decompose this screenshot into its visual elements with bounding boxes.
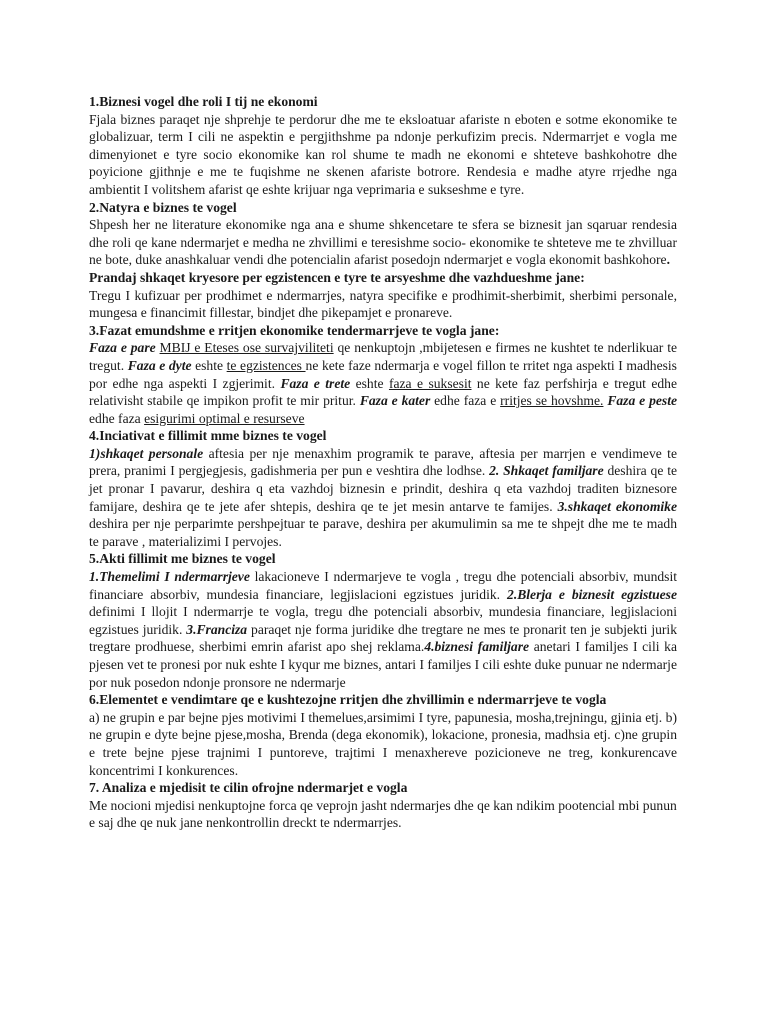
reason-2-text: deshira qe te jet pronar I pavarur, deshira q eta vazhdoj biznesin e prindit, deshira q eta vazhdoj traditen biznesore famijare, deshira qe te jete afer shtepis, deshira qe te jet mesin antarve te famijes. — [89, 463, 678, 514]
act-1-label: 1.Themelimi I ndermarrjeve — [89, 569, 250, 585]
section-2-body-2: Tregu I kufizuar per prodhimet e ndermarrjes, natyra specifike e prodhimit-sherbimit, sherbimi personale, mungesa e financimit fillestar, bindjet dhe pikepamjet e pronareve. — [89, 287, 677, 321]
act-2-text: definimi I llojit I ndermarrje te vogla, tregu dhe potenciali absorbiv, mundesia financiare, legjislacioni egzistues juridik. — [89, 604, 677, 637]
phase-4-label: Faza e kater — [359, 393, 431, 409]
phase-4-pre: edhe faza e — [430, 393, 501, 409]
phase-3-label: Faza e trete — [280, 375, 351, 391]
phase-3-term: faza e suksesit — [388, 375, 472, 391]
section-2-body-text: Shpesh her ne literature ekonomike nga ana e shume shkencetare te sfera se biznesit jan sqaruar rendesia dhe roli qe kane ndermarjet e medha ne zhvillimi e teresishme socio- ekonomike te shteteve me te zhvilluar ne bote, duke anashkaluar vendi dhe potencialin afarist posedojn ndermarjet e vogla ekonomit bashkohore — [89, 217, 677, 268]
phase-1-term: MBIJ e Eteses ose survajviliteti — [159, 340, 334, 356]
phase-2-term: te egzistences — [226, 357, 306, 373]
phase-4-term: rritjes se hovshme. — [500, 393, 604, 409]
phase-2-text: ne kete faze ndermarja e vogel fillon te rritet nga aspekti I madhesis por edhe nga aspekti I zgjerimit. — [89, 357, 677, 391]
act-3-text: paraqet nje forma juridike dhe tregtare ne mes te pronarit ten je subjekti jurik tregtare prodhuese, sherbimi emrin afarist apo shej reklama. — [89, 621, 677, 655]
phase-1-text: qe nenkuptojn ,mbijetesen e firmes ne kushtet te nderlikuar te tregut. — [89, 340, 678, 373]
section-4-heading: 4.Inciativat e fillimit mme biznes te vogel — [89, 428, 327, 444]
act-1-text: lakacioneve I ndermarjeve te vogla , tregu dhe potenciali absorbiv, mundsit financiare absorbiv, mundesia financiare, legjislacioni egzistues juridik. — [89, 569, 678, 602]
section-7-body: Me nocioni mjedisi nenkuptojne forca qe veprojn jasht ndermarjes dhe qe kan ndikim pootencial mbi punun e saj dhe qe nuk jane nenkontrollin dreckt te ndermarrjes. — [89, 797, 677, 831]
section-4-body — [89, 445, 677, 551]
act-3-label: 3.Franciza — [186, 621, 248, 637]
section-5-heading: 5.Akti fillimit me biznes te vogel — [89, 551, 276, 567]
section-7-heading: 7. Analiza e mjedisit te cilin ofrojne ndermarjet e vogla — [89, 780, 408, 796]
reason-2-label: 2. Shkaqet familjare — [489, 463, 604, 479]
section-1-body: Fjala biznes paraqet nje shprehje te perdorur dhe me te eksloatuar afariste n eboten e sotme ekonomike te globalizuar, term I cili ne aspektin e pergjithshme pa ndonje perkufizim precis. Ndermarrjet e vogla me dimenyionet e tyre socio ekonomike kan rol shume te madh ne ekonomi e shteteve bashkohotre dhe poyicione gjithnje e me te fuqishme ne skenen afariste botrore. Rendesia e madhe atyre rrjedhe nga ambientit I volitshem afarist qe eshte krijuar nga veprimaria e sukseshme e tyre. — [89, 111, 677, 197]
act-4-text: anetari I familjes I cili ka pjesen vet te pronesi por nuk eshte I kyqur me biznes, antari I familjes I cili eshte duke punuar ne ndermarje por nuk posedon ndonje pronsore ne ndermarje — [89, 639, 677, 690]
reason-1-text: aftesia per nje menaxhim programik te parave, aftesia per marrjen e vendimeve te prera, pranimi I pergjegjesis, gadishmeria per pun e veshtira dhe lodhse. — [89, 445, 677, 479]
section-3-heading: 3.Fazat emundshme e rritjen ekonomike tendermarrjeve te vogla jane: — [89, 322, 500, 338]
reason-1-label: 1)shkaqet personale — [89, 445, 204, 461]
section-5-body — [89, 568, 677, 691]
section-2-heading: 2.Natyra e biznes te vogel — [89, 199, 237, 215]
document-page — [89, 93, 677, 832]
act-4-label: 4.biznesi familjare — [424, 639, 530, 655]
section-6-heading: 6.Elementet e vendimtare qe e kushtezojne rritjen dhe zhvillimin e ndermarrjeve te vogla — [89, 692, 607, 708]
phase-5-pre: edhe faza — [89, 410, 145, 426]
phase-1-label: Faza e pare — [89, 340, 156, 356]
section-3-body — [89, 339, 677, 427]
reason-3-label: 3.shkaqet ekonomike — [557, 498, 678, 514]
phase-5-label: Faza e peste — [603, 393, 678, 409]
reason-3-text: deshira per nje perparimte pershpejtuar te parave, deshira per akumulimin sa me te shpejt dhe me te madh te parave , materializimi I pervojes. — [89, 516, 677, 549]
section-2-subheading: Prandaj shkaqet kryesore per egzistencen e tyre te arsyeshme dhe vazhdueshme jane: — [89, 269, 585, 285]
act-2-label: 2.Blerja e biznesit egzistuese — [507, 586, 677, 602]
section-6-body: a) ne grupin e par bejne pjes motivimi I themelues,arsimimi I tyre, papunesia, mosha,trejningu, gjinia etj. b) ne grupin e dyte bejne pjese,mosha, Brenda (dega ekonomik), lokacione, pronesia, madhsia etj. c)ne grupin e trete bejne pjese trajnimi I puntoreve, trajtimi I menaxhereve pozicioneve ne treg, konkurencave koncentrimi I konkurences. — [89, 709, 677, 778]
section-2-body: Shpesh her ne literature ekonomike nga ana e shume shkencetare te sfera se biznesit jan sqaruar rendesia dhe roli qe kane ndermarjet e medha ne zhvillimi e teresishme socio- ekonomike te shteteve me te zhvilluar ne bote, duke anashkaluar vendi dhe potencialin afarist posedojn ndermarjet e vogla ekonomit bashkohore. — [89, 217, 677, 268]
phase-5-term: esigurimi optimal e resurseve — [144, 410, 305, 426]
phase-2-pre: eshte — [191, 357, 227, 373]
phase-2-label: Faza e dyte — [127, 357, 192, 373]
phase-3-pre: eshte — [350, 375, 389, 391]
section-1-heading: 1.Biznesi vogel dhe roli I tij ne ekonomi — [89, 94, 318, 109]
phase-3-text: ne kete faz perfshirja e tregut edhe relativisht stabile qe impikon profit te mir pritur. — [89, 375, 678, 409]
